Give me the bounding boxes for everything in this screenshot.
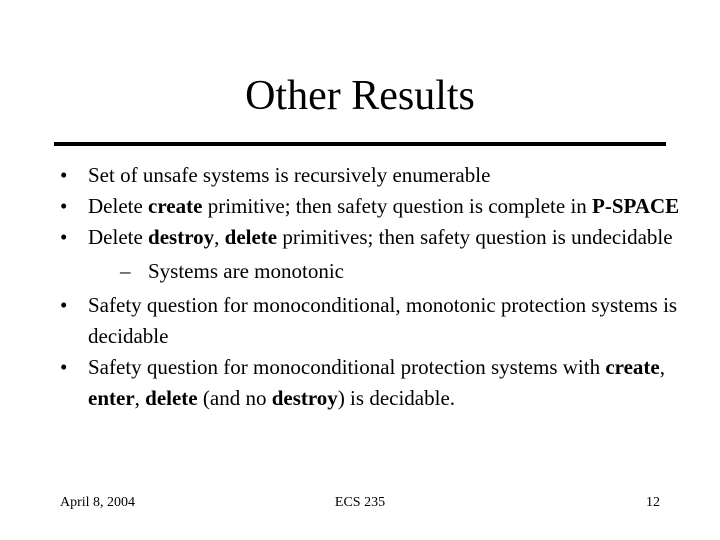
text-segment: primitives; then safety question is undecidable — [277, 225, 673, 249]
title-divider — [54, 142, 666, 146]
bullet-list — [60, 160, 700, 414]
text-segment: Set of unsafe systems is recursively enumerable — [88, 163, 491, 187]
slide-title: Other Results — [245, 73, 475, 119]
bullet-item — [60, 222, 700, 253]
bold-term: delete — [224, 225, 278, 249]
bullet-marker: • — [60, 194, 68, 218]
bullet-text — [88, 222, 700, 253]
text-segment: Delete — [88, 225, 149, 249]
bold-term: enter — [88, 386, 135, 410]
bold-term: create — [148, 194, 203, 218]
bullet-text — [88, 160, 700, 191]
bullet-item — [60, 290, 700, 352]
bullet-item — [60, 191, 700, 222]
bold-term: destroy — [271, 386, 338, 410]
text-segment: , — [214, 225, 225, 249]
bullet-marker: • — [60, 293, 68, 317]
bullet-marker: • — [60, 225, 68, 249]
bullet-item — [60, 160, 700, 191]
text-segment: , — [659, 355, 665, 379]
bullet-text — [88, 290, 700, 352]
text-segment: (and no — [197, 386, 272, 410]
text-segment: , — [134, 386, 146, 410]
bold-term: P-SPACE — [592, 194, 680, 218]
text-segment: Delete — [88, 194, 149, 218]
footer-page-number: 12 — [646, 495, 660, 510]
bullet-text — [88, 191, 700, 222]
bold-term: delete — [145, 386, 198, 410]
bullet-text — [88, 352, 700, 414]
sub-bullet-item — [60, 256, 700, 287]
bullet-marker: • — [60, 355, 68, 379]
bold-term: create — [605, 355, 660, 379]
text-segment: primitive; then safety question is complete in — [202, 194, 593, 218]
bullet-marker: • — [60, 163, 68, 187]
bullet-item — [60, 352, 700, 414]
footer-date: April 8, 2004 — [60, 495, 136, 510]
dash-marker: – — [120, 259, 131, 283]
text-segment: Safety question for monoconditional, monotonic protection systems is decidable — [88, 293, 678, 348]
sub-bullet-text: Systems are monotonic — [148, 259, 344, 283]
text-segment: Safety question for monoconditional protection systems with — [88, 355, 606, 379]
bold-term: destroy — [148, 225, 215, 249]
footer-course: ECS 235 — [334, 495, 386, 510]
text-segment: ) is decidable. — [337, 386, 456, 410]
